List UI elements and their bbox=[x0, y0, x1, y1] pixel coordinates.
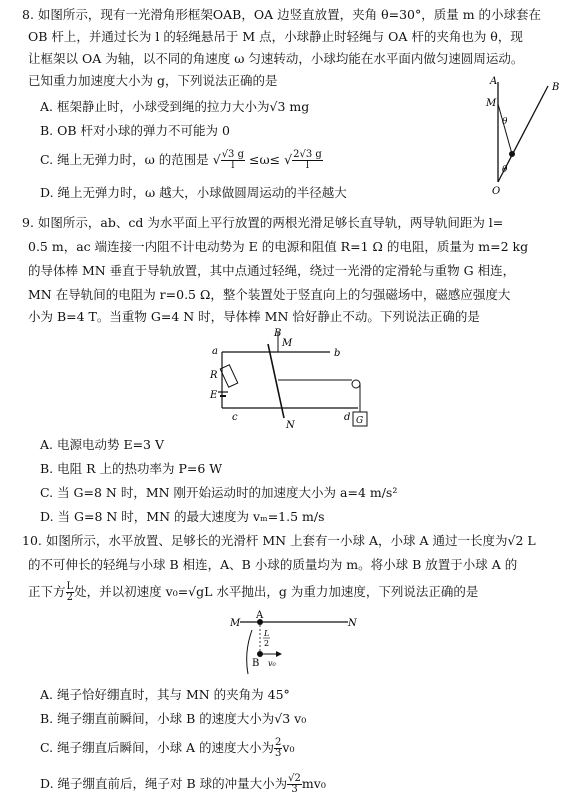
label-m: M bbox=[230, 618, 241, 629]
label-b: B bbox=[552, 82, 560, 93]
q10-option-c-pre: C. 绳子绷直后瞬间，小球 A 的速度大小为 bbox=[40, 740, 275, 755]
q10-stem-line1: 10. 如图所示，水平放置、足够长的光滑杆 MN 上套有一小球 A，小球 A 通过一长度为√2 L bbox=[22, 533, 536, 548]
q8-frame-figure bbox=[470, 72, 565, 200]
q8-option-c-mid: ≤ω≤ bbox=[249, 152, 281, 167]
q8-option-c-pre: C. 绳上无弹力时，ω 的范围是 bbox=[40, 152, 209, 167]
q10-option-d bbox=[40, 774, 326, 795]
frac-num: 2 bbox=[275, 737, 282, 748]
q9-stem-line2: 0.5 m，ac 端连接一内阻不计电动势为 E 的电源和阻值 R=1 Ω 的电阻，质量为 m=2 kg bbox=[28, 239, 529, 254]
q10-option-d-frac bbox=[287, 774, 302, 795]
q8-stem-line2: OB 杆上，并通过长为 l 的轻绳悬吊于 M 点，小球静止时轻绳与 OA 杆的夹角也为 θ，现 bbox=[28, 29, 523, 44]
q8-option-d: D. 绳上无弹力时，ω 越大，小球做圆周运动的半径越大 bbox=[40, 185, 347, 200]
q8-stem-line1: 8. 如图所示，现有一光滑角形框架OAB，OA 边竖直放置，夹角 θ=30°，质量 m 的小球套在 bbox=[22, 7, 542, 22]
label-a: A bbox=[256, 610, 264, 621]
q10-option-d-pre: D. 绳子绷直前后，绳子对 B 球的冲量大小为 bbox=[40, 776, 288, 791]
label-v0: v₀ bbox=[268, 659, 276, 668]
label-field-b: B bbox=[274, 328, 282, 339]
label-m: M bbox=[282, 338, 293, 349]
label-a: A bbox=[490, 76, 498, 87]
q10-stem-line3 bbox=[28, 582, 478, 603]
label-c: c bbox=[232, 412, 238, 423]
q8-option-c-frac2 bbox=[292, 150, 323, 171]
label-l: L bbox=[264, 629, 270, 638]
label-r: R bbox=[210, 370, 218, 381]
q8-option-c-frac1 bbox=[221, 150, 245, 171]
q10-option-c-post: v₀ bbox=[282, 740, 295, 755]
label-n: N bbox=[348, 618, 357, 629]
label-b: b bbox=[334, 348, 341, 359]
q9-option-b: B. 电阻 R 上的热功率为 P=6 W bbox=[40, 461, 223, 476]
q9-stem-line1: 9. 如图所示，ab、cd 为水平面上平行放置的两根光滑足够长直导轨，两导轨间距为 l= bbox=[22, 215, 504, 230]
q9-circuit-figure bbox=[208, 328, 378, 436]
frac-den: 2 bbox=[66, 592, 74, 603]
label-two: 2 bbox=[264, 639, 270, 648]
q8-stem-line3: 让框架以 OA 为轴，以不同的角速度 ω 匀速转动，小球均能在水平面内做匀速圆周运动。 bbox=[28, 51, 524, 66]
q10-stem-frac bbox=[66, 582, 75, 603]
frac-num: 2√3 g bbox=[293, 149, 322, 160]
frac-den: l bbox=[231, 160, 235, 171]
q10-option-a: A. 绳子恰好绷直时，其与 MN 的夹角为 45° bbox=[40, 687, 290, 702]
label-theta-2: θ bbox=[502, 165, 508, 175]
label-o: O bbox=[492, 186, 501, 197]
q8-option-a: A. 框架静止时，小球受到绳的拉力大小为√3 mg bbox=[40, 99, 310, 114]
frac-den: l bbox=[305, 160, 310, 171]
q8-option-b: B. OB 杆对小球的弹力不可能为 0 bbox=[40, 123, 230, 138]
q9-option-d: D. 当 G=8 N 时，MN 的最大速度为 vₘ=1.5 m/s bbox=[40, 509, 325, 524]
frac-den: 3 bbox=[291, 784, 298, 795]
q10-option-d-post: mv₀ bbox=[301, 776, 326, 791]
label-g: G bbox=[356, 416, 364, 426]
frac-den: 3 bbox=[275, 748, 282, 759]
frac-num: L bbox=[66, 581, 74, 592]
q9-stem-line4: MN 在导轨间的电阻为 r=0.5 Ω，整个装置处于竖直向上的匀强磁场中，磁感应强度大 bbox=[28, 287, 511, 302]
q10-stem-line3-post: 处，并以初速度 v₀=√gL 水平抛出，g 为重力加速度，下列说法正确的是 bbox=[74, 584, 479, 599]
q10-option-b: B. 绳子绷直前瞬间，小球 B 的速度大小为√3 v₀ bbox=[40, 711, 307, 726]
frac-num: √3 g bbox=[221, 149, 245, 160]
label-theta-1: θ bbox=[502, 117, 508, 127]
q8-option-c: C. 绳上无弹力时，ω 的范围是 √ $\frac{√3 g}{l}$ ≤ω≤ √ $\frac{2√3 g}{l}$ bbox=[40, 149, 322, 171]
q9-option-a: A. 电源电动势 E=3 V bbox=[40, 437, 164, 452]
label-n: N bbox=[286, 420, 295, 431]
label-e: E bbox=[210, 390, 218, 401]
q9-stem-line3: 的导体棒 MN 垂直于导轨放置，其中点通过轻绳，绕过一光滑的定滑轮与重物 G 相连， bbox=[28, 263, 516, 278]
q9-stem-line5: 小为 B=4 T。当重物 G=4 N 时，导体棒 MN 恰好静止不动。下列说法正确的是 bbox=[28, 309, 480, 324]
label-a: a bbox=[212, 346, 218, 357]
label-d: d bbox=[344, 412, 351, 423]
q10-stem-line3-pre: 正下方 bbox=[28, 584, 66, 599]
label-m: M bbox=[486, 98, 497, 109]
q10-stem-line2: 的不可伸长的轻绳与小球 B 相连，A、B 小球的质量均为 m。将小球 B 放置于小球 A 的 bbox=[28, 557, 518, 572]
q9-option-c: C. 当 G=8 N 时，MN 刚开始运动时的加速度大小为 a=4 m/s² bbox=[40, 485, 398, 500]
q8-stem-line4: 已知重力加速度大小为 g，下列说法正确的是 bbox=[28, 73, 278, 88]
frac-num: √2 bbox=[288, 773, 301, 784]
label-b: B bbox=[252, 658, 260, 669]
q10-figure bbox=[230, 608, 358, 682]
q10-option-c bbox=[40, 738, 295, 759]
